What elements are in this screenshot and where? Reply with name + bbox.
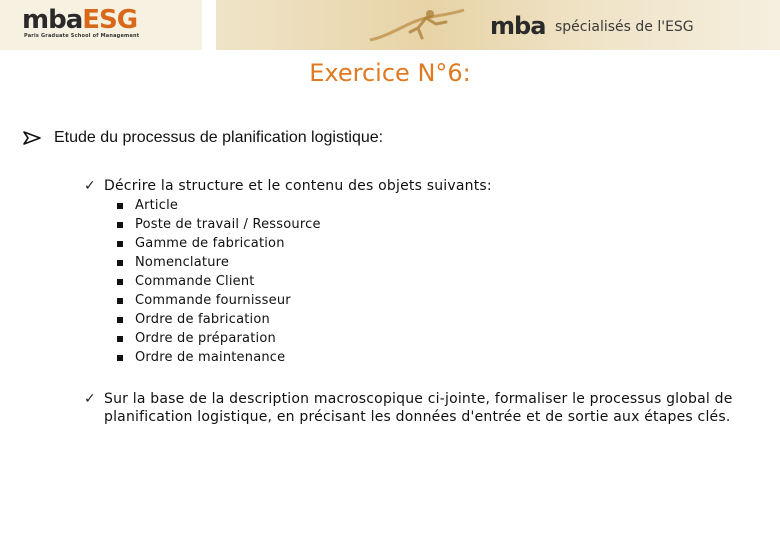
square-bullet-icon — [117, 298, 123, 304]
list-item-text: Commande fournisseur — [135, 293, 291, 308]
objects-list — [117, 196, 321, 367]
square-bullet-icon — [117, 203, 123, 209]
header-banner — [0, 0, 780, 50]
list-item-text: Article — [135, 198, 179, 213]
arrow-icon — [22, 131, 42, 145]
logo-esg: ESG — [82, 5, 138, 35]
section-heading-text: Etude du processus de planification logistique: — [54, 129, 384, 146]
tagline-mba: mba — [490, 12, 546, 40]
list-item-text: Ordre de fabrication — [135, 312, 270, 327]
square-bullet-icon — [117, 336, 123, 342]
square-bullet-icon — [117, 317, 123, 323]
tagline-text: spécialisés de l'ESG — [555, 19, 694, 35]
logo — [0, 0, 202, 50]
bullet-point-1 — [84, 177, 492, 195]
square-bullet-icon — [117, 241, 123, 247]
square-bullet-icon — [117, 222, 123, 228]
list-item-text: Poste de travail / Ressource — [135, 217, 321, 232]
list-item — [117, 348, 321, 367]
logo-mba: mba — [22, 5, 83, 35]
section-heading — [22, 128, 383, 148]
checkmark-icon: ✓ — [84, 391, 96, 407]
logo-subtitle: Paris Graduate School of Management — [24, 33, 140, 39]
athlete-illustration — [360, 2, 480, 48]
list-item-text: Ordre de préparation — [135, 331, 276, 346]
list-item-text: Gamme de fabrication — [135, 236, 285, 251]
list-item — [117, 215, 321, 234]
list-item-text: Ordre de maintenance — [135, 350, 286, 365]
square-bullet-icon — [117, 260, 123, 266]
slide-title: Exercice N°6: — [309, 59, 471, 87]
square-bullet-icon — [117, 279, 123, 285]
list-item — [117, 196, 321, 215]
bullet-point-2-text: Sur la base de la description macroscopique ci-jointe, formaliser le processus global de planification logistique, en précisant les données d'entrée et de sortie aux étapes clés. — [104, 391, 733, 425]
list-item — [117, 253, 321, 272]
list-item — [117, 310, 321, 329]
list-item-text: Commande Client — [135, 274, 255, 289]
banner-divider — [202, 0, 216, 50]
logo-wordmark — [22, 6, 137, 34]
square-bullet-icon — [117, 355, 123, 361]
list-item — [117, 329, 321, 348]
bullet-point-2 — [84, 390, 744, 426]
checkmark-icon: ✓ — [84, 178, 96, 194]
bullet-point-1-text: Décrire la structure et le contenu des objets suivants: — [104, 178, 492, 194]
list-item — [117, 291, 321, 310]
list-item-text: Nomenclature — [135, 255, 230, 270]
list-item — [117, 272, 321, 291]
list-item — [117, 234, 321, 253]
